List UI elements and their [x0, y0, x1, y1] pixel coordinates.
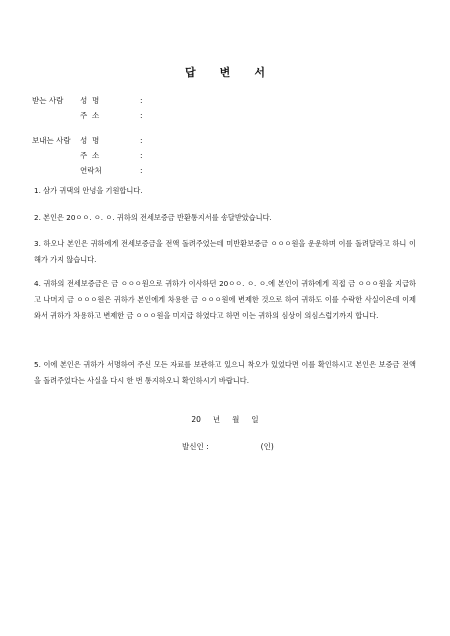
page-title [0, 64, 450, 80]
paragraph-5: 5. 이에 본인은 귀하가 서명하여 주신 모든 자료를 보관하고 있으니 착오가 있었다면 이를 확인하시고 본인은 보증금 전액을 돌려주었다는 사실을 다시 한 번 통지하오니 확인하시기 바랍니다. [34, 360, 416, 385]
sender-name-colon: : [140, 136, 143, 145]
recipient-name-row [32, 93, 146, 108]
sender-contact-label: 연락처 [80, 166, 102, 175]
date-month-unit: 월 [232, 415, 240, 424]
recipient-role-label: 받는 사람 [32, 96, 64, 105]
date-line [0, 414, 450, 425]
sender-address-row [32, 148, 146, 163]
recipient-name-label: 성 명 [80, 96, 100, 105]
paragraph-3: 3. 하오나 본인은 귀하에게 전세보증금을 전액 돌려주었는데 미반환보증금 ㅇㅇㅇ원을 운운하며 이를 돌려달라고 하니 이해가 가지 않습니다. [34, 239, 416, 264]
sender-line-label: 발신인 : [182, 442, 209, 451]
seal-mark: (인) [260, 442, 274, 451]
recipient-address-label: 주 소 [80, 111, 100, 120]
paragraph-2: 2. 본인은 20ㅇㅇ. ㅇ. ㅇ. 귀하의 전세보증금 반환통지서를 송달받았습니다. [34, 213, 272, 222]
recipient-block [32, 93, 146, 123]
recipient-address-row [32, 108, 146, 123]
sender-contact-colon: : [140, 166, 143, 175]
paragraph-4: 4. 귀하의 전세보증금은 금 ㅇㅇㅇ원으로 귀하가 이사하던 20ㅇㅇ. ㅇ. ㅇ.에 본인이 귀하에게 직접 금 ㅇㅇㅇ원을 지급하고 나머지 금 ㅇㅇㅇ원은 귀하가 본인에게 차용한 금 ㅇㅇㅇ원에 변제한 것으로 하여 귀하도 이를 수락한 사실이온데 이제 와서 귀하가 차용하고 변제한 금 ㅇㅇㅇ원을 미지급 하였다고 하면 이는 귀하의 심상이 의심스럽기까지 합니다. [34, 279, 416, 320]
sender-role-label: 보내는 사람 [32, 136, 71, 145]
sender-address-label: 주 소 [80, 151, 100, 160]
paragraph-1: 1. 삼가 귀댁의 안녕을 기원합니다. [34, 186, 143, 195]
sender-name-label: 성 명 [80, 136, 100, 145]
sender-signature-line [182, 441, 274, 452]
date-year-unit: 년 [212, 415, 221, 424]
date-year: 20 [191, 415, 201, 424]
date-day-unit: 일 [251, 415, 259, 424]
recipient-name-colon: : [140, 96, 143, 105]
recipient-address-colon: : [140, 111, 143, 120]
sender-address-colon: : [140, 151, 143, 160]
sender-block [32, 133, 146, 178]
sender-contact-row [32, 163, 146, 178]
title-char-1: 답 [185, 66, 196, 79]
sender-name-row [32, 133, 146, 148]
title-char-3: 서 [254, 66, 265, 79]
title-char-2: 변 [219, 66, 231, 79]
